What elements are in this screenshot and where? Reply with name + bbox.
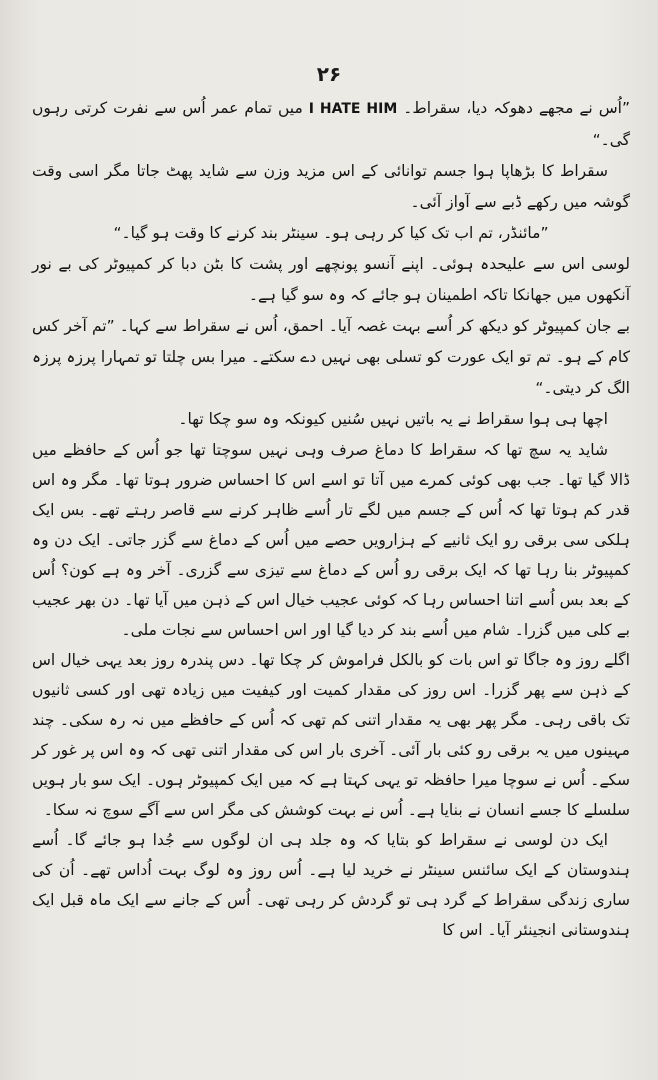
- paragraph-4: لوسی اس سے علیحدہ ہوئی۔ اپنے آنسو پونچھے اور پشت کا بٹن دبا کر کمپیوٹر کی بے نور آنکھوں میں جھانکا تاکہ اطمینان ہو جائے کہ وہ سو گیا ہے۔: [32, 255, 630, 304]
- paragraph-6: اچھا ہی ہوا سقراط نے یہ باتیں نہیں سُنیں کیونکہ وہ سو چکا تھا۔: [178, 410, 608, 428]
- paragraph-8: اگلے روز وہ جاگا تو اس بات کو بالکل فراموش کر چکا تھا۔ دس پندرہ روز بعد یہی خیال اس کے ذہن سے پھر گزرا۔ اس روز کی مقدار کمیت اور کیفیت میں زیادہ تھی اور کسی ثانیوں تک باقی رہی۔ مگر پھر بھی یہ مقدار اتنی کم تھی کہ اُس کے حافظے میں نہ رہ سکی۔ چند مہینوں میں یہ برقی رو کئی بار آئی۔ آخری بار اس کی مقدار اتنی تھی کہ وہ اس پر غور کر سکے۔ اُس نے سوچا میرا حافظہ تو یہی کہتا ہے کہ میں ایک کمپیوٹر ہوں۔ ایک سو بار ہویں سلسلے کا جسے انسان نے بنایا ہے۔ اُس نے بہت کوشش کی مگر اس سے آگے سوچ نہ سکا۔: [32, 651, 630, 819]
- paragraph-9: ایک دن لوسی نے سقراط کو بتایا کہ وہ جلد ہی ان لوگوں سے جُدا ہو جائے گا۔ اُسے ہندوستان کے ایک سائنس سینٹر نے خرید لیا ہے۔ اُس روز وہ لوگ بہت اُداس تھے۔ اُن کی ساری زندگی سقراط کے گرد ہی تو گردش کر رہی تھی۔ اُس کے جانے سے ایک ماہ قبل ایک ہندوستانی انجینئر آیا۔ اس کا: [32, 831, 630, 939]
- english-quote: I HATE HIM: [308, 101, 398, 117]
- page-body: [32, 93, 630, 945]
- paragraph-5: بے جان کمپیوٹر کو دیکھ کر اُسے بہت غصہ آیا۔ احمق، اُس نے سقراط سے کہا۔ ”تم آخر کس کام کے ہو۔ تم تو ایک عورت کو تسلی بھی نہیں دے سکتے۔ میرا بس چلتا تو تمہارا پرزہ پرزہ الگ کر دیتی۔“: [32, 317, 630, 397]
- paragraph-1-after: میں تمام عمر اُس سے نفرت کرتی رہوں گی۔“: [32, 99, 630, 149]
- paragraph-2: سقراط کا بڑھاپا ہوا جسم توانائی کے اس مزید وزن سے شاید پھٹ جاتا مگر اسی وقت گوشہ میں رکھے ڈبے سے آواز آئی۔: [32, 162, 630, 211]
- paragraph-3: ”مائنڈر، تم اب تک کیا کر رہی ہو۔ سینٹر بند کرنے کا وقت ہو گیا۔“: [113, 224, 549, 242]
- page-number: ۲۶: [316, 62, 342, 86]
- paragraph-7: شاید یہ سچ تھا کہ سقراط کا دماغ صرف وہی نہیں سوچتا تھا جو اُس کے حافظے میں ڈالا گیا تھا۔ جب بھی کوئی کمرے میں آتا تو اسے اس کا احساس ضرور ہوتا تھا۔ مگر وہ اس قدر کم ہوتا تھا کہ اُس کے جسم میں لگے تار اُسے ظاہر کرنے سے قاصر رہتے تھے۔ بس ایک ہلکی سی برقی رو ایک ثانیے کے ہزارویں حصے میں اُس کے دماغ سے گزر جاتی۔ ایک دن وہ کمپیوٹر بنا رہا تھا کہ ایک برقی رو اُس کے دماغ سے تیزی سے گزری۔ آخر وہ ہے کون؟ اُس کے بعد بس اُسے اتنا احساس رہا کہ کوئی عجیب خیال اس کے ذہن میں آیا تھا۔ دن بھر عجیب بے کلی میں گزرا۔ شام میں اُسے بند کر دیا گیا اور اس احساس سے نجات ملی۔: [32, 441, 630, 639]
- paragraph-1: [32, 93, 630, 156]
- paragraph-1-before: ”اُس نے مجھے دھوکہ دیا، سقراط۔: [403, 99, 630, 117]
